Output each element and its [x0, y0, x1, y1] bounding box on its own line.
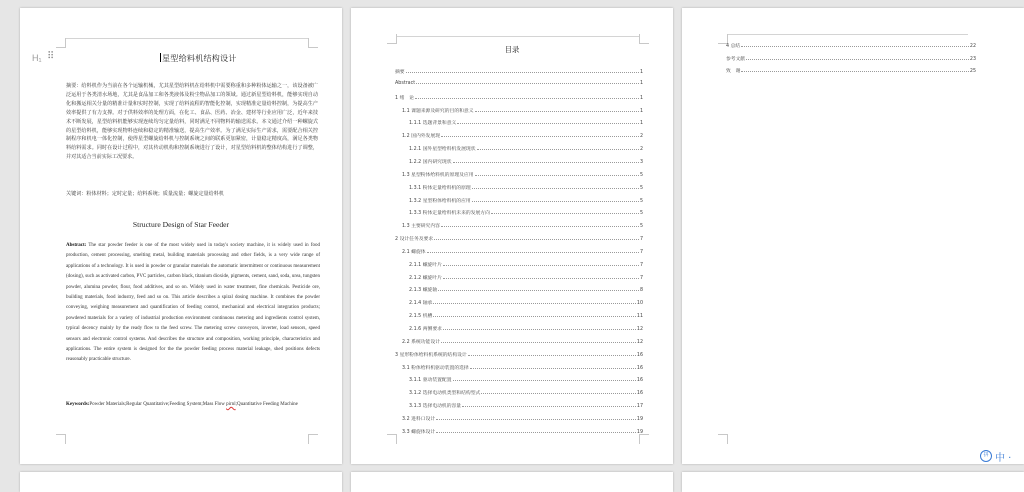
document-title[interactable]: 星型给料机结构设计	[162, 54, 237, 63]
page-6	[682, 472, 1024, 492]
toc-leader-dots	[741, 71, 968, 72]
margin-corner-bottom-left	[387, 434, 397, 444]
toc-entry-page: 8	[639, 288, 643, 294]
toc-entry-page: 19	[636, 429, 643, 435]
toc-entry-label: 2 设计任务及要求	[395, 237, 434, 243]
toc-entry-page: 5	[639, 224, 643, 230]
toc-entry-page: 1	[639, 80, 643, 86]
toc-entry-label: 3.1.1 驱动装置配置	[409, 378, 452, 384]
toc-entry-page: 16	[636, 391, 643, 397]
margin-corner-bottom-left	[56, 434, 66, 444]
toc-entry-page: 22	[969, 44, 976, 49]
abstract-text: The star powder feeder is one of the most widely used in today's society machine, it is widely used in food production, cement processing, smelting metal, building materials processing and other fields, is a very wide range of applications of a technology. It is used in powder or granular materials the automatic intermittent or continuous measurement (dosing), such as activated carbon, PVC particles, carbon black, titanium dioxide, pigments, cement, sand, soda, urea, tungsten powder, alumina powder, flour, food additives, and so on. Widely used in water treatment, fine chemicals. Pesticide ore, building materials, food industry, feed and so on. This article describes a spiral dosing machine. It combines the powder conveying, weighing measurement and quantification of feeding control, mechanical and electrical integration products; powdered materials for a variety of industrial production environment continuous metering and ingredients control system, typical decency mainly by the ready flow to the feed screw. The metering screw conveyors, inverter, load sensors, speed sensors and electronic control systems. And describes the structure and composition, working principle, characteristics and applications. The entire system is designed for the the powder feeding process material leakage, shed positions defects reasonably practicable structure.	[66, 243, 320, 363]
toc-entry[interactable]	[395, 351, 643, 359]
toc-entry-page: 16	[636, 365, 643, 371]
toc-entry-label: 1 绪 论	[395, 95, 414, 101]
toc-entry-label: 2.1.6 两侧要求	[409, 327, 442, 332]
toc-entry-label: 1.2 国内外发展现	[402, 134, 440, 140]
toc-entry-page: 10	[636, 301, 643, 307]
toc-entry-label: 2.1.3 螺旋轴	[409, 288, 438, 294]
toc-entry[interactable]	[395, 94, 643, 102]
toc-leader-dots	[415, 98, 639, 99]
toc-title[interactable]: 目录	[504, 45, 520, 54]
toc-entry-page: 16	[636, 352, 643, 358]
toc-entry-label: 3.2 进料口设计	[402, 416, 436, 422]
toc-entry-page: 12	[636, 327, 643, 332]
margin-corner-top-right	[639, 34, 649, 44]
toc-entry-page: 1	[639, 70, 643, 75]
toc-leader-dots	[443, 329, 636, 330]
toc-entry-label: 3.1.3 选择电动机的容量	[409, 404, 462, 410]
toc-entry-page: 1	[639, 108, 643, 114]
toc-leader-dots	[746, 59, 969, 60]
toc-entry-page: 5	[639, 172, 643, 178]
toc-leader-dots	[443, 278, 639, 279]
toc-entry-label: 致 谢	[726, 69, 741, 74]
toc-entry-label: 1.3.1 粉体定量给料机的原理	[409, 185, 471, 191]
toc-entry-page: 5	[639, 185, 643, 191]
toc-entry[interactable]	[402, 222, 643, 230]
toc-leader-dots	[438, 290, 639, 291]
toc-entry-label: 1.2.1 国外星型给料机发展现状	[409, 147, 476, 153]
page-3	[682, 8, 1024, 464]
chinese-keywords[interactable]: 关键词：粉体材料；定时定量；给料系统；质量流量；螺旋定量给料机	[66, 191, 224, 197]
toc-entry[interactable]	[409, 119, 643, 127]
toc-entry[interactable]	[402, 428, 643, 436]
toc-entry-page: 1	[639, 95, 643, 101]
toc-entry[interactable]	[395, 81, 643, 89]
toc-entry[interactable]	[395, 235, 643, 243]
input-language-label: 中 ·	[995, 452, 1012, 464]
toc-entry-page: 16	[636, 378, 643, 384]
heading-level-chip[interactable]: H₁	[32, 53, 42, 63]
toc-entry-page: 25	[969, 69, 976, 74]
toc-leader-dots	[436, 432, 636, 433]
toc-entry-label: 1.2.2 国内研究现状	[409, 159, 452, 165]
toc-leader-dots	[462, 406, 636, 407]
page-5	[351, 472, 673, 492]
english-keywords[interactable]: Keywords:Powder Materials;Regular Quantitative;Feeding System;Mass Flow pirnl;Quantitative Feeding Machine	[66, 402, 298, 407]
toc-entry[interactable]	[402, 338, 643, 346]
toc-entry[interactable]	[409, 312, 643, 320]
page-1	[20, 8, 342, 464]
toc-entry-label: 3.1 粉体给料机驱动装置的选择	[402, 365, 469, 371]
toc-entry-label: 3.1.2 选择电动机类型和结构型式	[409, 391, 481, 397]
margin-corner-bottom-right	[639, 434, 649, 444]
toc-entry-page: 7	[639, 237, 643, 243]
toc-leader-dots	[453, 162, 639, 163]
margin-corner-bottom-right	[308, 434, 318, 444]
toc-entry[interactable]	[409, 145, 643, 153]
toc-entry[interactable]	[726, 55, 976, 63]
toc-leader-dots	[433, 303, 636, 304]
toc-entry-page: 19	[636, 416, 643, 422]
toc-entry[interactable]	[409, 274, 643, 282]
toc-entry[interactable]	[402, 415, 643, 423]
toc-entry[interactable]	[726, 42, 976, 50]
toc-entry-page: 7	[639, 249, 643, 255]
chinese-abstract[interactable]: 摘要：给料机作为当前在各个运输机械，尤其星型给料机在给料机中需要称重和多种粉体运输之一，该设备被广泛运用于各类清水场地，尤其是食品加工和各类液体及粉尘物品加工的领域。通过新星型给料机，能够实现自动化和搬运相关分量的精准计量和实时控制，实现了给料流程的智能化控制，实现精准定量给料控制，为提高生产效率提供了有力支撑。对于供料效率的处理方面，在化工、食品、医药、冶金、建材等行业应用广泛，近年来技术不断发展，星型给料机能够实现连续均匀定量给料，同时满足不同物料的输送需求。本文通过介绍一种螺旋式的星型给料机，能够实现物料连续和稳定的精准输送，提高生产效率。为了满足实际生产需求，需要配合相关控制程序和机电一体化控制，使得星型螺旋给料机与控制系统之间的联系更加紧密，计量稳定精度高，满足各类物料给料需求。同时在设计过程中，对其传动机构和控制系统进行了设计，对星型给料机的整体结构进行了调整，并对其适合当前实际工况要求。	[66, 83, 318, 161]
toc-entry[interactable]	[409, 261, 643, 269]
toc-entry-page: 1	[639, 121, 643, 127]
spellcheck-word[interactable]: pirnl	[226, 402, 236, 407]
toc-leader-dots	[457, 123, 639, 124]
toc-entry[interactable]	[409, 325, 643, 333]
page-2-toc	[351, 8, 673, 464]
toc-entry[interactable]	[409, 184, 643, 192]
abstract-label: Abstract:	[66, 243, 87, 248]
toc-leader-dots	[406, 72, 639, 73]
toc-leader-dots	[441, 342, 636, 343]
toc-entry[interactable]	[409, 299, 643, 307]
toc-entry[interactable]	[409, 286, 643, 294]
toc-leader-dots	[470, 368, 636, 369]
toc-entry[interactable]	[395, 68, 643, 76]
toc-entry[interactable]	[726, 67, 976, 75]
toc-entry-page: 11	[636, 314, 643, 320]
toc-entry[interactable]	[409, 209, 643, 217]
toc-entry-label: 2.1.5 机槽	[409, 314, 433, 320]
toc-leader-dots	[491, 213, 639, 214]
page-4	[20, 472, 342, 492]
toc-leader-dots	[433, 316, 636, 317]
toc-entry[interactable]	[402, 364, 643, 372]
toc-leader-dots	[434, 239, 639, 240]
margin-corner-bottom-left	[718, 434, 728, 444]
toc-entry-label: 1.1 课题来源及研究的目的和意义	[402, 108, 474, 114]
toc-entry-label: 2.1.1 螺旋叶片	[409, 262, 442, 268]
toc-leader-dots	[468, 355, 636, 356]
toc-entry-label: 3 星形粉体给料机系统的结构设计	[395, 352, 467, 358]
toc-entry-label: 1.1.1 选题背景和意义	[409, 121, 457, 127]
toc-entry-label: 4 总结	[726, 44, 741, 49]
toc-entry-label: 1.3.2 星型粉体给料机的应用	[409, 198, 471, 204]
toc-entry-page: 7	[639, 275, 643, 281]
toc-entry[interactable]	[409, 376, 643, 384]
toc-entry-page: 7	[639, 262, 643, 268]
toc-entry-label: 1.3 主要研究内容	[402, 224, 440, 230]
toc-leader-dots	[475, 175, 639, 176]
toc-entry-page: 2	[639, 147, 643, 153]
toc-entry[interactable]	[409, 402, 643, 410]
toc-entry-page: 3	[639, 159, 643, 165]
margin-corner-top-right	[308, 38, 318, 48]
toc-entry-label: 3.3 螺旋体设计	[402, 429, 436, 435]
toc-entry-label: 2.1 螺旋体	[402, 249, 426, 255]
english-abstract[interactable]	[66, 241, 320, 366]
toc-entry-page: 17	[636, 404, 643, 410]
toc-leader-dots	[443, 265, 639, 266]
toc-entry[interactable]	[402, 248, 643, 256]
toc-entry-page: 5	[639, 198, 643, 204]
toc-leader-dots	[472, 201, 639, 202]
toc-leader-dots	[475, 111, 639, 112]
toc-leader-dots	[481, 393, 636, 394]
toc-entry-page: 12	[636, 339, 643, 345]
toc-entry[interactable]	[409, 158, 643, 166]
input-method-icon: 拼	[980, 450, 992, 462]
toc-entry-label: 1.3 星型粉体给料机的原理及应用	[402, 172, 474, 178]
toc-leader-dots	[427, 252, 639, 253]
toc-entry-label: 2.1.4 轴承	[409, 301, 433, 307]
toc-leader-dots	[453, 380, 636, 381]
text-cursor	[160, 53, 161, 62]
toc-entry[interactable]	[402, 171, 643, 179]
toc-entry-label: 2.1.2 螺旋叶片	[409, 275, 442, 281]
toc-leader-dots	[477, 149, 639, 150]
toc-entry[interactable]	[402, 132, 643, 140]
toc-leader-dots	[472, 188, 639, 189]
toc-leader-dots	[416, 83, 639, 84]
toc-leader-dots	[441, 226, 639, 227]
toc-leader-dots	[441, 136, 639, 137]
toc-entry-label: 1.3.3 粉体定量给料机未来的发展方向	[409, 211, 490, 217]
toc-leader-dots	[436, 419, 636, 420]
toc-entry[interactable]	[402, 107, 643, 115]
keywords-label: Keywords:	[66, 402, 90, 407]
toc-entry-label: 摘要	[395, 70, 405, 75]
toc-entry-page: 2	[639, 134, 643, 140]
toc-entry-page: 23	[969, 56, 976, 62]
margin-corner-top-left	[56, 38, 66, 48]
input-method-indicator[interactable]	[980, 448, 1024, 464]
toc-entry-label: 参考文献	[726, 56, 746, 62]
toc-leader-dots	[741, 46, 969, 47]
english-title[interactable]: Structure Design of Star Feeder	[132, 220, 230, 229]
header-rule	[66, 38, 308, 39]
toc-entry-page: 5	[639, 211, 643, 217]
toc-entry[interactable]	[409, 389, 643, 397]
header-rule	[728, 34, 968, 35]
toc-entry-label: Abstract	[395, 80, 416, 86]
toc-entry[interactable]	[409, 197, 643, 205]
header-rule	[397, 36, 639, 37]
drag-handle-icon[interactable]: ⠿	[47, 51, 55, 62]
margin-corner-top-left	[387, 34, 397, 44]
toc-entry-label: 2.2 系统功能设计	[402, 339, 440, 345]
